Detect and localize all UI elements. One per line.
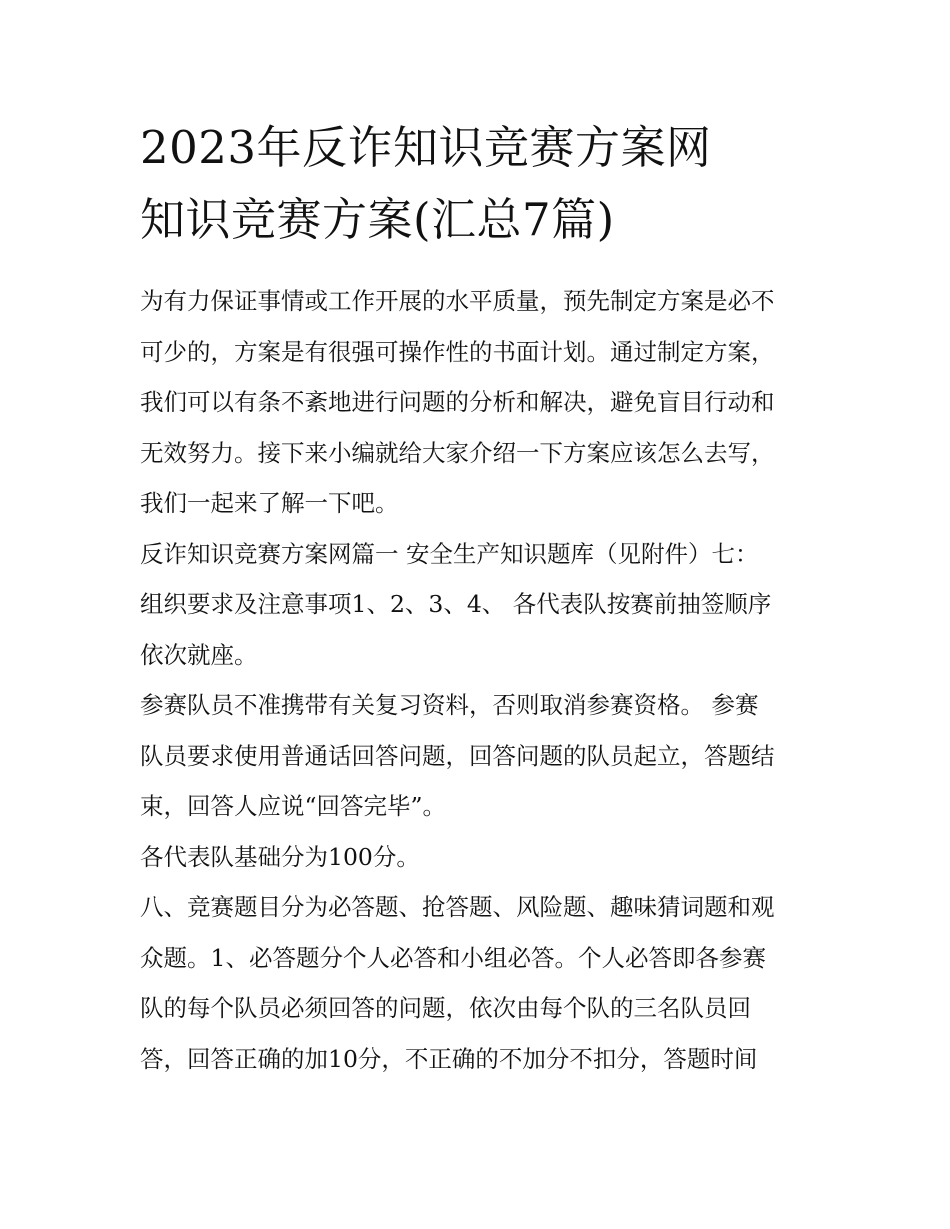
text-line: 束，回答人应说“回答完毕”。 bbox=[140, 792, 447, 820]
paragraph-intro bbox=[140, 276, 830, 529]
text-line: 各代表队基础分为100分。 bbox=[140, 842, 420, 871]
text-line: 反诈知识竞赛方案网篇一 安全生产知识题库（见附件）七： bbox=[140, 539, 759, 568]
paragraph-base-score bbox=[140, 832, 830, 883]
title-line: 2023年反诈知识竞赛方案网 bbox=[140, 121, 712, 174]
paragraph-rules bbox=[140, 680, 830, 832]
text-line: 依次就座。 bbox=[140, 640, 258, 669]
text-line: 组织要求及注意事项1、2、3、4、 各代表队按赛前抽签顺序 bbox=[140, 590, 772, 618]
paragraph-question-types bbox=[140, 882, 830, 1084]
text-line: 我们可以有条不紊地进行问题的分析和解决，避免盲目行动和 bbox=[140, 388, 775, 416]
text-line: 队的每个队员必须回答的问题，依次由每个队的三名队员回 bbox=[140, 994, 751, 1022]
text-line: 我们一起来了解一下吧。 bbox=[140, 489, 399, 517]
text-line: 队员要求使用普通话回答问题，回答问题的队员起立，答题结 bbox=[140, 741, 775, 770]
text-line: 答，回答正确的加10分，不正确的不加分不扣分，答题时间 bbox=[140, 1044, 758, 1073]
text-line: 参赛队员不准携带有关复习资料，否则取消参赛资格。 参赛 bbox=[140, 691, 759, 719]
title-line: 知识竞赛方案(汇总7篇) bbox=[140, 193, 615, 246]
document-title bbox=[140, 112, 840, 256]
document-body bbox=[140, 276, 830, 1084]
paragraph-section-one bbox=[140, 529, 830, 681]
text-line: 众题。1、必答题分个人必答和小组必答。个人必答即各参赛 bbox=[140, 943, 766, 972]
text-line: 为有力保证事情或工作开展的水平质量，预先制定方案是必不 bbox=[140, 287, 775, 315]
text-line: 八、竞赛题目分为必答题、抢答题、风险题、趣味猜词题和观 bbox=[140, 893, 775, 921]
text-line: 可少的，方案是有很强可操作性的书面计划。通过制定方案， bbox=[140, 337, 775, 366]
text-line: 无效努力。接下来小编就给大家介绍一下方案应该怎么去写， bbox=[140, 438, 775, 467]
